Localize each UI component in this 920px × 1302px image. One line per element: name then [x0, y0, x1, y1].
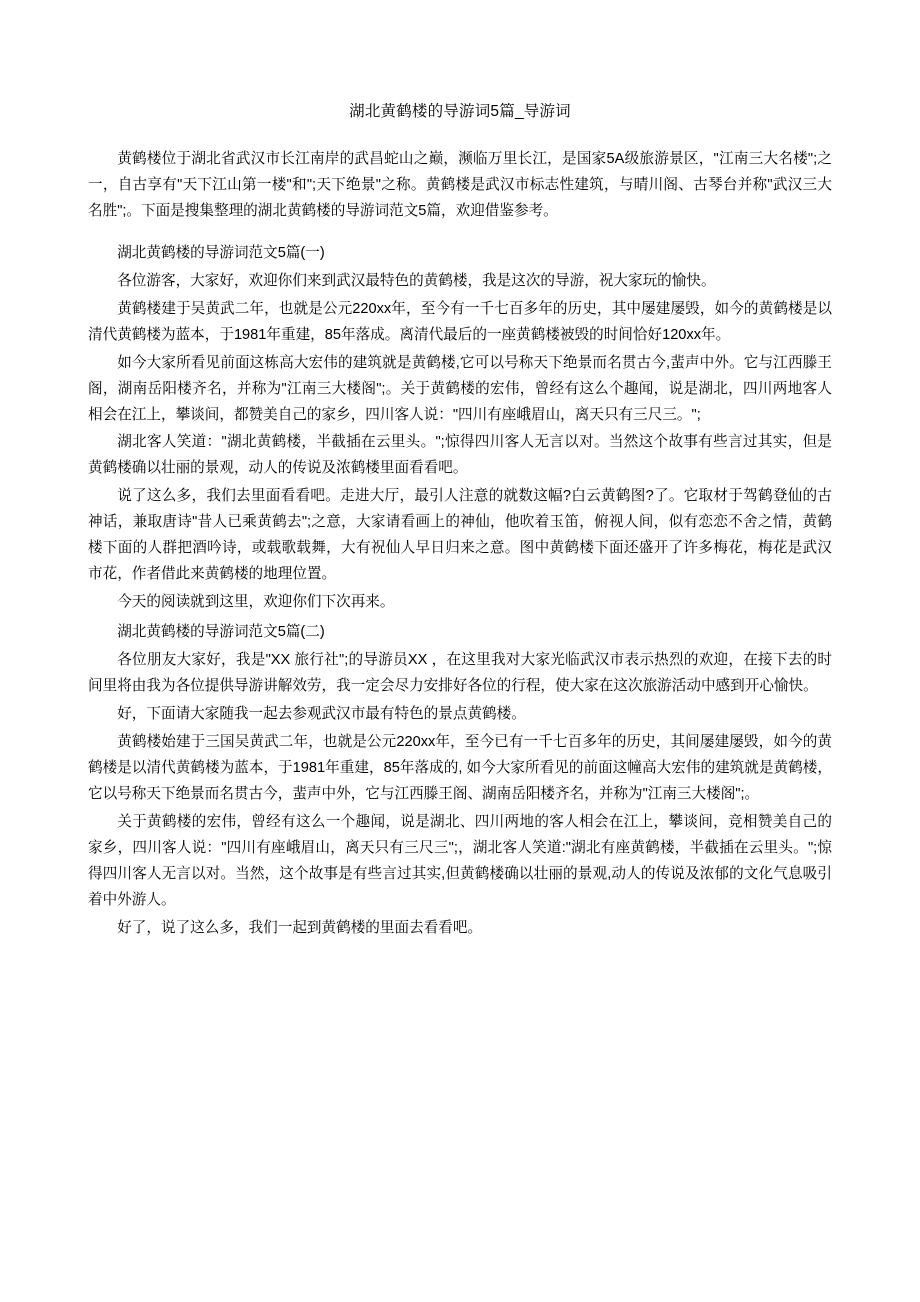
paragraph: 黄鹤楼位于湖北省武汉市长江南岸的武昌蛇山之巅，濒临万里长江，是国家5A级旅游景区，"江南三大名楼";之一，自古享有"天下江山第一楼"和";天下绝景"之称。黄鹤楼是武汉市标志性建筑，与晴川阁、古琴台并称"武汉三大名胜";。下面是搜集整理的湖北黄鹤楼的导游词范文5篇，欢迎借鉴参考。 — [88, 150, 832, 219]
paragraph: 各位朋友大家好，我是"XX 旅行社";的导游员XX ，在这里我对大家光临武汉市表示热烈的欢迎，在接下去的时间里将由我为各位提供导游讲解效劳，我一定会尽力安排好各位的行程，使大家在这次旅游活动中感到开心愉快。 — [88, 652, 832, 695]
paragraph: 各位游客，大家好，欢迎你们来到武汉最特色的黄鹤楼，我是这次的导游，祝大家玩的愉快。 — [117, 272, 716, 289]
paragraph: 今天的阅读就到这里，欢迎你们下次再来。 — [117, 594, 395, 611]
paragraph: 湖北客人笑道："湖北黄鹤楼，半截插在云里头。";惊得四川客人无言以对。当然这个故事有些言过其实，但是黄鹤楼确以壮丽的景观，动人的传说及浓鹤楼里面看看吧。 — [88, 434, 832, 477]
paragraph: 黄鹤楼始建于三国吴黄武二年，也就是公元220xx年，至今已有一千七百多年的历史，其间屡建屡毁，如今的黄鹤楼是以清代黄鹤楼为蓝本，于1981年重建，85年落成的, 如今大家所看见的前面这幢高大宏伟的建筑就是黄鹤楼，它以号称天下绝景而名贯古今，蜚声中外，它与江西滕王阁、湖南岳阳楼齐名，并称为"江南三大楼阁";。 — [88, 734, 832, 803]
section-heading: 湖北黄鹤楼的导游词范文5篇(二) — [117, 624, 325, 641]
section-heading: 湖北黄鹤楼的导游词范文5篇(一) — [117, 244, 325, 261]
paragraph: 说了这么多，我们去里面看看吧。走进大厅，最引人注意的就数这幅?白云黄鹤图?了。它取材于驾鹤登仙的古神话，兼取唐诗"昔人已乘黄鹤去";之意，大家请看画上的神仙，他吹着玉笛，俯视人间，似有恋恋不舍之情，黄鹤楼下面的人群把酒吟诗，或载歌载舞，大有祝仙人早日归来之意。图中黄鹤楼下面还盛开了许多梅花，梅花是武汉市花，作者借此来黄鹤楼的地理位置。 — [88, 488, 832, 583]
paragraph: 好，下面请大家随我一起去参观武汉市最有特色的景点黄鹤楼。 — [117, 706, 526, 723]
page-title: 湖北黄鹤楼的导游词5篇_导游词 — [349, 103, 571, 120]
paragraph: 如今大家所看见前面这栋高大宏伟的建筑就是黄鹤楼,它可以号称天下绝景而名贯古今,蜚声中外。它与江西滕王阁，湖南岳阳楼齐名，并称为"江南三大楼阁";。关于黄鹤楼的宏伟，曾经有这么个趣闻，说是湖北，四川两地客人相会在江上，攀谈间，都赞美自己的家乡，四川客人说："四川有座峨眉山，离天只有三尺三。"; — [88, 354, 832, 423]
paragraph: 关于黄鹤楼的宏伟，曾经有这么一个趣闻，说是湖北、四川两地的客人相会在江上，攀谈间，竞相赞美自己的家乡，四川客人说："四川有座峨眉山，离天只有三尺三";，湖北客人笑道:"湖北有座黄鹤楼，半截插在云里头。";惊得四川客人无言以对。当然，这个故事是有些言过其实,但黄鹤楼确以壮丽的景观,动人的传说及浓郁的文化气息吸引着中外游人。 — [88, 814, 832, 908]
paragraph: 好了，说了这么多，我们一起到黄鹤楼的里面去看看吧。 — [117, 919, 483, 936]
paragraph: 黄鹤楼建于吴黄武二年，也就是公元220xx年，至今有一千七百多年的历史，其中屡建屡毁，如今的黄鹤楼是以清代黄鹤楼为蓝本，于1981年重建，85年落成。离清代最后的一座黄鹤楼被毁的时间恰好120xx年。 — [88, 300, 832, 343]
